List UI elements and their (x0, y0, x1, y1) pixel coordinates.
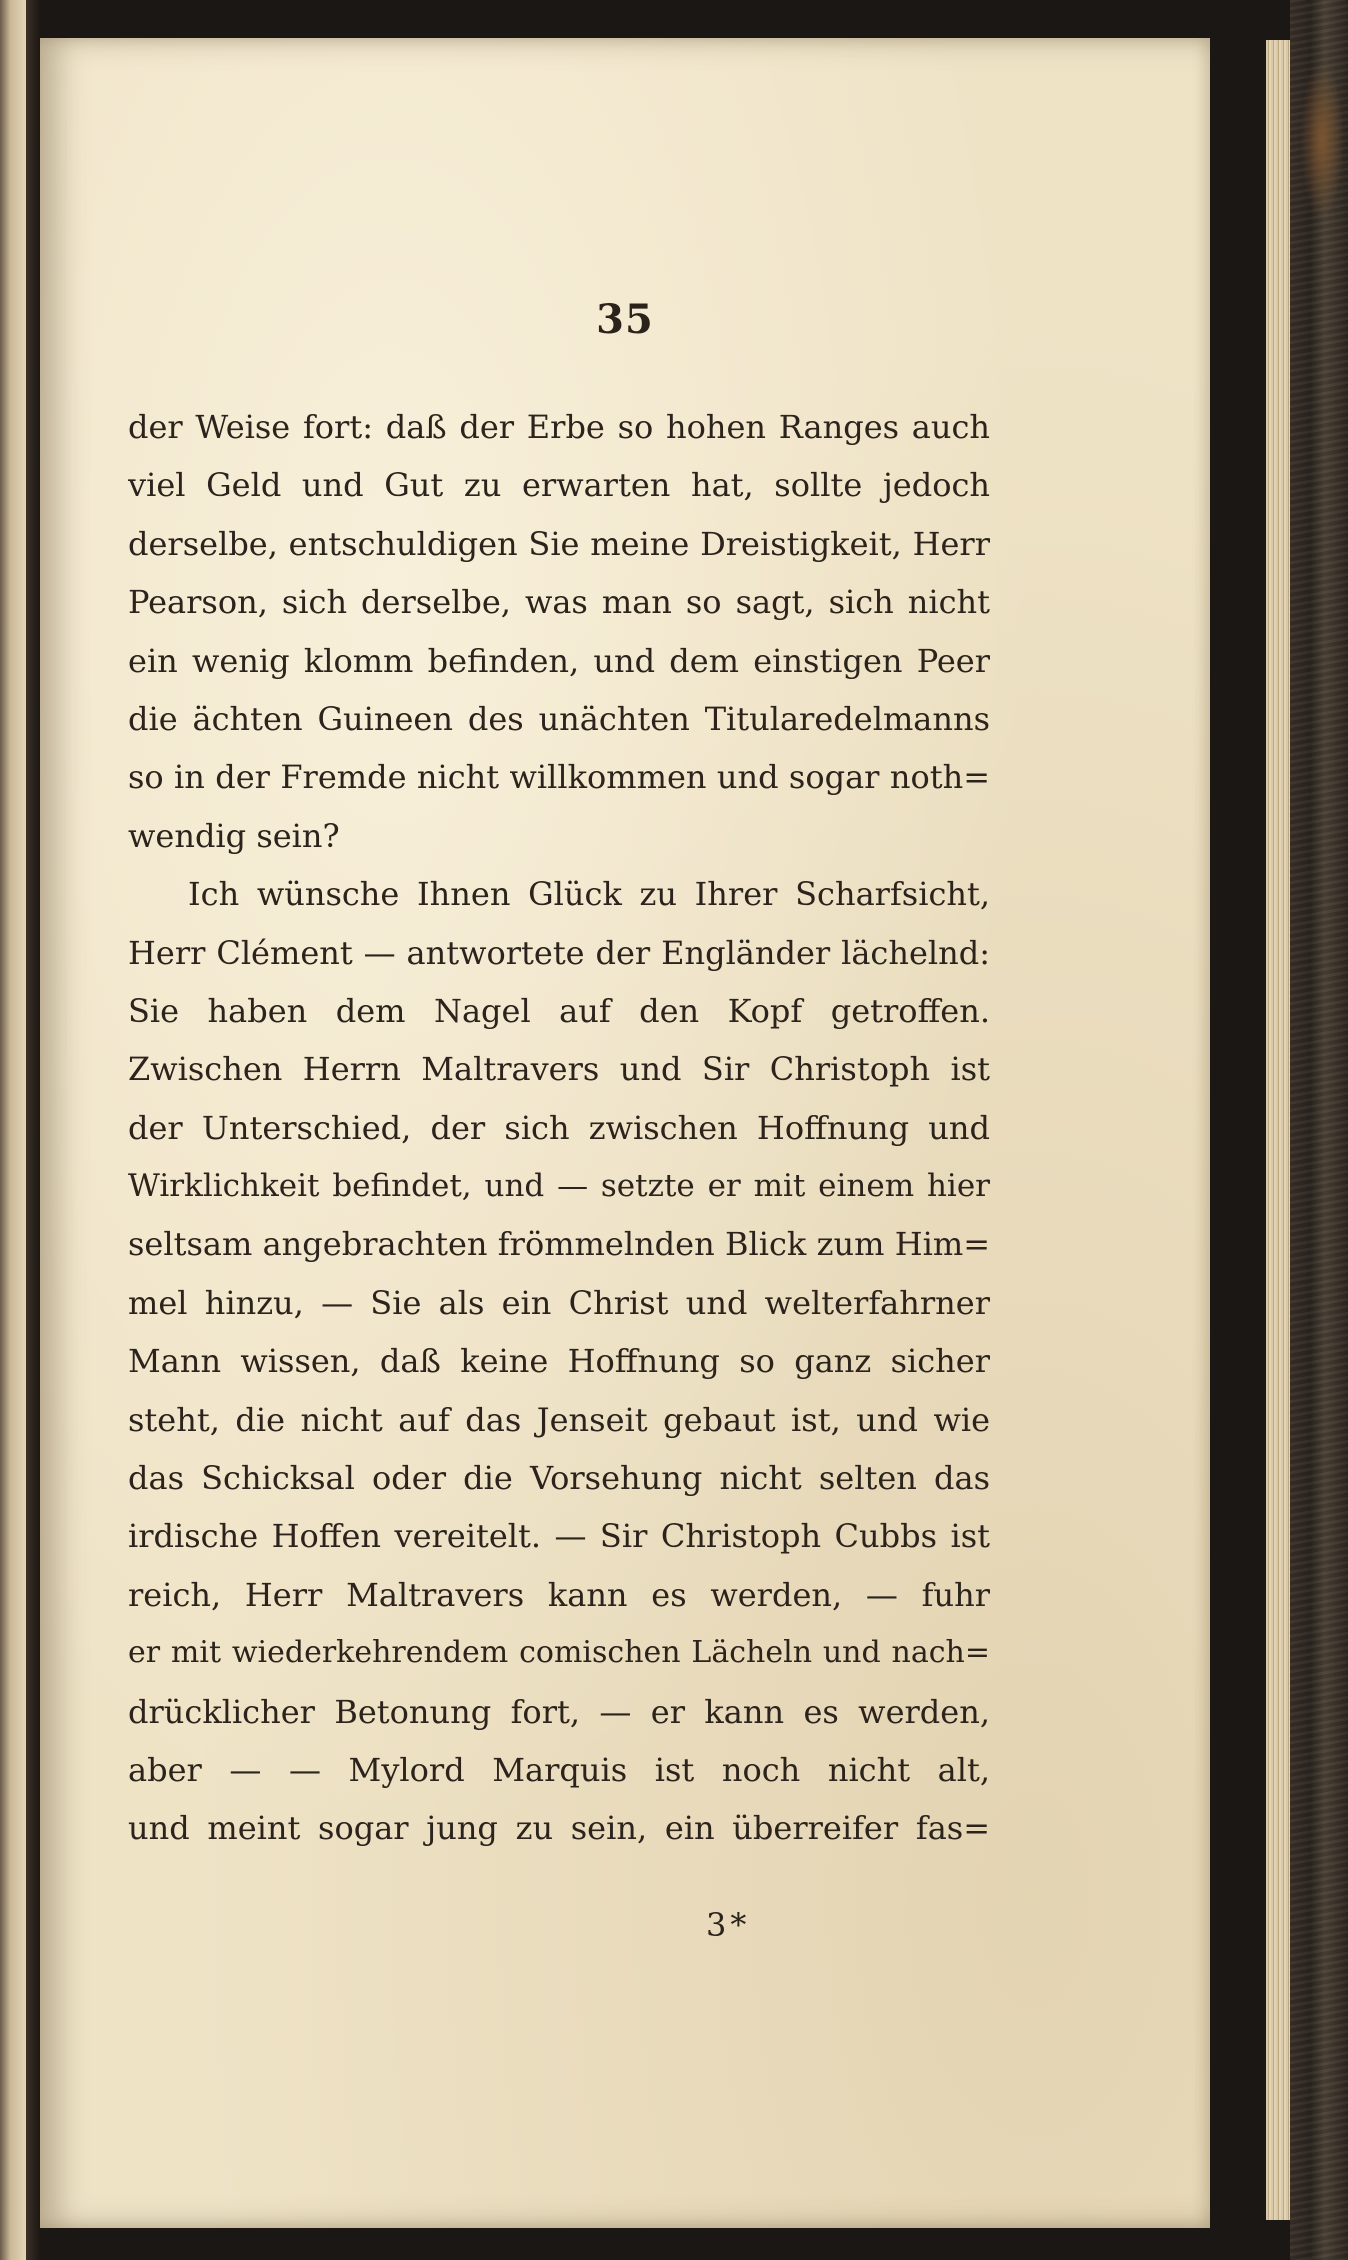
text-line: Wirklichkeit befindet, und — setzte er mit einem hier (128, 1168, 990, 1205)
text-line: derselbe, entschuldigen Sie meine Dreistigkeit, Herr (128, 524, 990, 563)
text-line: aber — — Mylord Marquis ist noch nicht alt, (128, 1750, 990, 1789)
text-line: viel Geld und Gut zu erwarten hat, sollte jedoch (128, 466, 990, 505)
text-line: und meint sogar jung zu sein, ein überreifer fas= (128, 1809, 990, 1848)
text-line: Herr Clément — antwortete der Engländer lächelnd: (128, 933, 990, 972)
text-line: seltsam angebrachten frömmelnden Blick zum Him= (128, 1225, 990, 1264)
text-line: mel hinzu, — Sie als ein Christ und welterfahrner (128, 1283, 990, 1322)
text-line: wendig sein? (128, 816, 340, 855)
text-line: irdische Hoffen vereitelt. — Sir Christoph Cubbs ist (128, 1517, 990, 1556)
book-gutter (26, 0, 40, 2260)
text-line: Ich wünsche Ihnen Glück zu Ihrer Scharfsicht, (188, 875, 990, 914)
text-line: Mann wissen, daß keine Hoffnung so ganz sicher (128, 1342, 990, 1381)
text-line: drücklicher Betonung fort, — er kann es werden, (128, 1692, 990, 1731)
text-line: Zwischen Herrn Maltravers und Sir Christoph ist (128, 1050, 990, 1089)
page-number: 35 (596, 296, 654, 343)
page-fore-edge (1266, 40, 1290, 2220)
text-line: er mit wiederkehrendem comischen Lächeln und nach= (128, 1635, 990, 1671)
text-line: steht, die nicht auf das Jenseit gebaut ist, und wie (128, 1400, 990, 1439)
text-line: die ächten Guineen des unächten Titularedelmanns (128, 699, 990, 738)
signature-mark: 3* (706, 1906, 751, 1944)
text-line: reich, Herr Maltravers kann es werden, — fuhr (128, 1575, 990, 1614)
text-line: der Weise fort: daß der Erbe so hohen Ranges auch (128, 408, 990, 446)
binding-wear-mark (1300, 60, 1344, 220)
book-binding (1290, 0, 1348, 2260)
text-line: Sie haben dem Nagel auf den Kopf getroffen. (128, 991, 990, 1030)
book-page (40, 38, 1210, 2228)
text-line: das Schicksal oder die Vorsehung nicht selten das (128, 1459, 990, 1498)
text-line: ein wenig klomm befinden, und dem einstigen Peer (128, 641, 990, 680)
text-line: der Unterschied, der sich zwischen Hoffnung und (128, 1108, 990, 1147)
text-line: so in der Fremde nicht willkommen und sogar noth= (128, 758, 990, 797)
previous-page-edge (0, 0, 26, 2260)
page-text (128, 398, 990, 1858)
text-line: Pearson, sich derselbe, was man so sagt, sich nicht (128, 583, 990, 622)
